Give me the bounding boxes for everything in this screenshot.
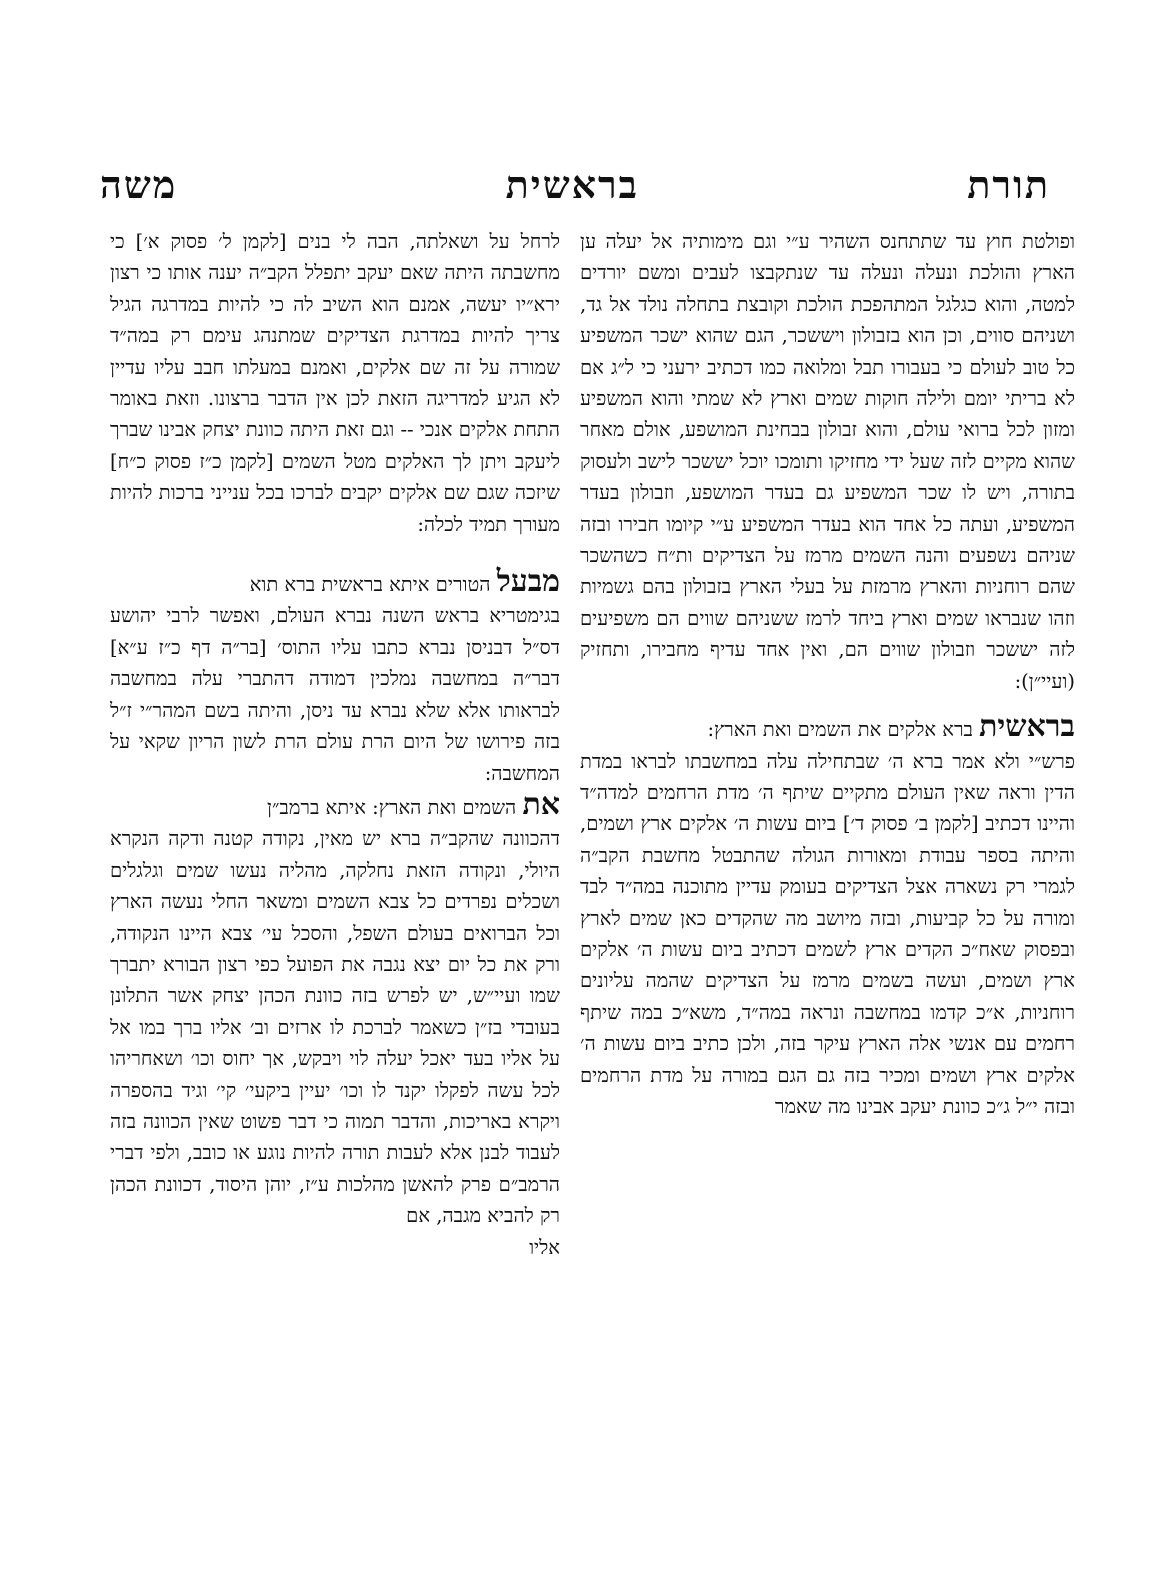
left-text-column [110, 226, 560, 1516]
opening-verse: ברא אלקים את השמים ואת הארץ: [707, 718, 973, 742]
left-section-baal-haturim [110, 566, 560, 600]
right-paragraph-2: פרש״י ולא אמר ברא ה׳ שבתחילה עלה במחשבתו לבראו במדת הדין וראה שאין העולם מתקיים שיתף ה׳ מדת הרחמים למדה״ד והיינו דכתיב [לקמן ב׳ פסוק ד׳] ביום עשות ה׳ אלקים ארץ ושמים, והיתה בספר עבודת ומאורות הגולה שהתבטל מחשבת הקב״ה לגמרי רק נשארה אצל הצדיקים בעומק עדיין מתוכנה במה״ד לבד ומורה על כל קביעות, ובזה מיושב מה שהקדים כאן שמים לארץ ובפסוק שאח״כ הקדים ארץ לשמים דכתיב ביום עשות ה׳ אלקים ארץ ושמים, ועשה בשמים מרמז על הצדיקים שהמה עליונים רוחניות, א״כ קדמו במחשבה ונראה במה״ד, משא״כ במה שיתף רחמים עם אנשי אלה הארץ עיקר בזה, ולכן כתיב ביום עשות ה׳ אלקים ארץ ושמים ומכיר בזה גם הגם במורה על מדת הרחמים ובזה י״ל ג״כ כוונת יעקב אבינו מה שאמר [580, 749, 1075, 1118]
right-paragraph-1: ופולטת חוץ עד שתתחנס השהיר ע״י וגם מימותיה אל יעלה ען הארץ והולכת ונעלה ונעלה עד שנתקבצו לעבים ומשם יורדים למטה, והוא כגלגל המתהפכת הולכת וקובצת בתחלה נולד אל גד, ושניהם סווים, וכן הוא בזבולון ויששכר, הגם שהוא ישכר המשפיע כל טוב לעולם כי בעבורו תבל ומלואה כמו דכתיב ירעני כי ל״ג אם לא בריתי יומם ולילה חוקות שמים וארץ לא שמתי והוא המשפיע ומזון לכל ברואי עולם, והוא זבולון בבחינת המושפע, אולם מאחר שהוא מקיים לזה שעל ידי מחזיקו ותומכו יוכל יששכר לישב ולעסוק בתורה, ויש לו שכר המשפיע גם בעדר המושפע, וזבולון בעדר המשפיע, ועתה כל אחד הוא בעדר המשפיע ע״י קיומו חבירו ובזה שניהם נשפעים והנה השמים מרמז על הצדיקים ות״ח כשהשכר שהם רוחניות והארץ מרמזת על בעלי הארץ בזבולון בהם גשמיות וזהו שנבראו שמים וארץ ביחד לרמז ששניהם שווים הם משפיעים לזה יששכר וזבולון שווים הם, ואין אחד עדיף מחבירו, ותחזיק (ועיי״ן): [580, 230, 1075, 693]
left-last-word: אליו [529, 1235, 560, 1259]
page-header [90, 160, 1080, 210]
right-section-bereshit [580, 711, 1075, 745]
section2-heading: הטורים איתא בראשית ברא תוא [249, 573, 491, 597]
header-left-title: משה [100, 162, 178, 207]
section3-word: את [522, 786, 560, 822]
header-center-title: בראשית [505, 162, 639, 207]
section2-word: מבעל [496, 564, 560, 600]
opening-word: בראשית [979, 709, 1075, 745]
left-paragraph-1: לרחל על ושאלתה, הבה לי בנים [לקמן ל׳ פסוק א׳] כי מחשבתה היתה שאם יעקב יתפלל הקב״ה יענה אותו כי רצון ירא״יו יעשה, אמנם הוא השיב לה כי להיות במדרגה הגיל צריך להיות במדרגת הצדיקים שמתנהג עימם רק במה״ד שמורה על זה שם אלקים, ואמנם במעלתו חבב עליו עדיין לא הגיע למדריגה הזאת לכן אין הדבר ברצונו. וזאת באומר התחת אלקים אנכי -- וגם זאת היתה כוונת יצחק אבינו שברך ליעקב ויתן לך האלקים מטל השמים [לקמן כ״ז פסוק כ״ח] שיזכה שגם שם אלקים יקבים לברכו בכל ענייני ברכות להיות מעורך תמיד לכלה: [110, 230, 560, 536]
section-gap [110, 540, 560, 566]
right-text-column [580, 226, 1075, 1486]
header-right-title: תורת [967, 162, 1050, 207]
left-paragraph-2: בגימטריא בראש השנה נברא העולם, ואפשר לרבי יהושע דס״ל דבניסן נברא כתבו עליו התוס׳ [בר״ה דף כ״ז ע״א] דבר״ה במחשבה נמלכין דמודה דהתברי עלה במחשבה לבראותו אלא שלא נברא עד ניסן, והיתה בשם המהר״י ז״ל בזה פירושו של היום הרת עולם הרת לשון הריון שקאי על המחשבה: [110, 604, 560, 785]
left-section-et-hashamayim [110, 786, 560, 823]
section3-heading: השמים ואת הארץ: איתא ברמב״ן [267, 795, 517, 819]
left-paragraph-3: דהכוונה שהקב״ה ברא יש מאין, נקודה קטנה ודקה הנקרא היולי, ונקודה הזאת נחלקה, מהליה נעשו שמים וגלגלים ושכלים נפרדים כל צבא השמים ומשאר החלי נעשה הארץ וכל הברואים בעולם השפל, והסכל עי׳ צבא היינו הנקודה, ורק את כל יום יצא נגבה את הפועל כפי רצון הבורא יתברך שמו ועיי״ש, יש לפרש בזה כוונת הכהן יצחק אשר התלונן בעובדי בז״ן כשאמר לברכת לו ארזים וב׳ אליו ברך במו אל על אליו בעד יאכל יעלה לוי ויבקש, אך יחוס וכו׳ ושאחריהו לכל עשה לפקלו יקנד לו וכו׳ יעיין ביקעי׳ קי׳ וגיד בהספרה ויקרא באריכות, והדבר תמוה כי דבר פשוט שאין הכוונה בזה לעבוד לבנן אלא לעבות תורה להיות נוגע או כובב, ולפי דברי הרמב״ם פרק להאשן מהלכות ע״ז, יוהן היסוד, דכוונת הכהן רק להביא מגבה, אם [110, 827, 560, 1228]
